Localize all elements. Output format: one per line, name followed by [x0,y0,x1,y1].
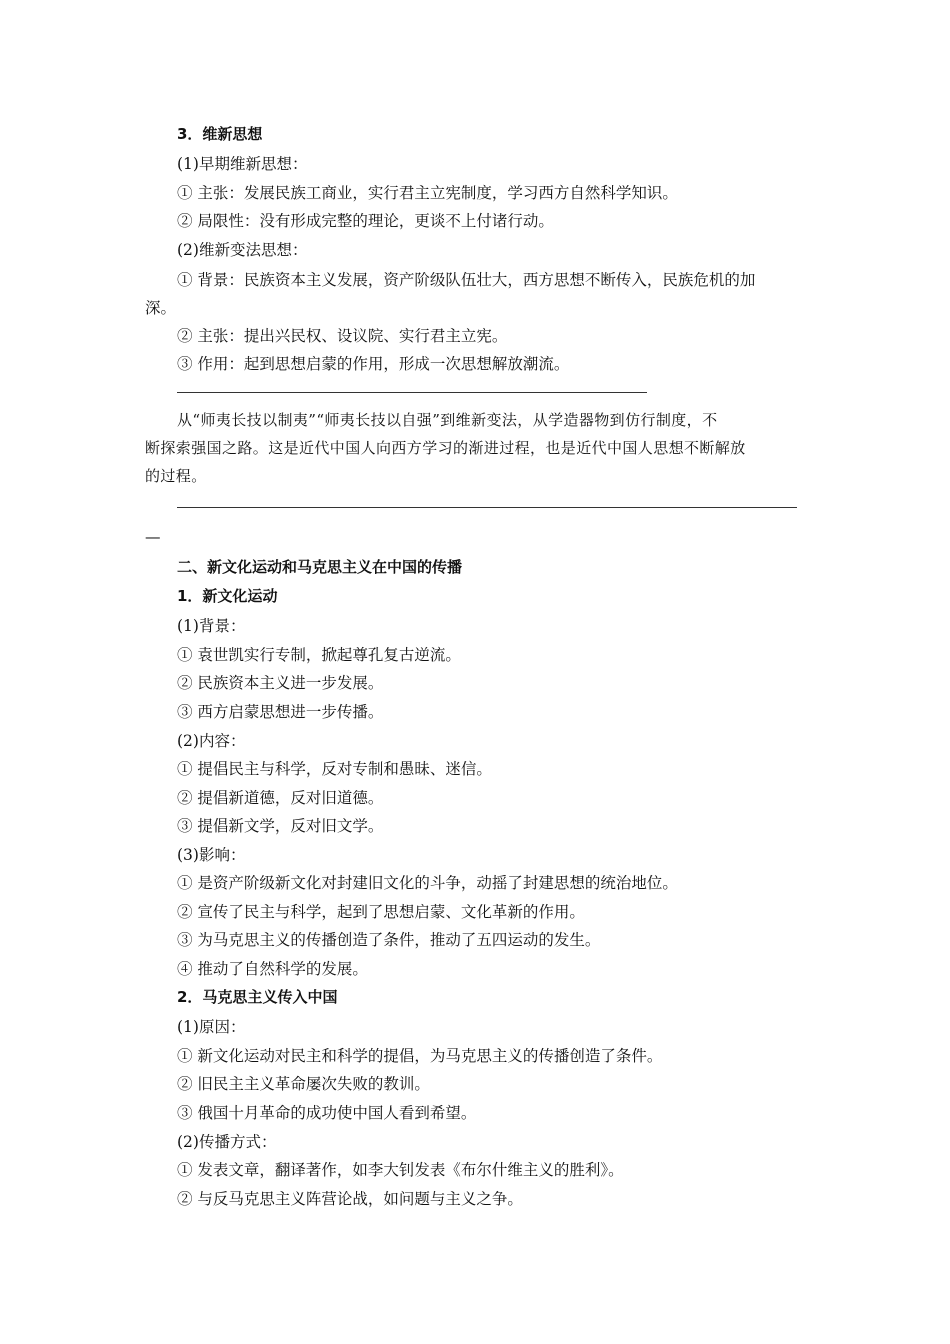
list-item: ③ 西方启蒙思想进一步传播。 [177,703,384,721]
section-heading: 2．马克思主义传入中国 [177,988,338,1006]
list-item: ② 宣传了民主与科学，起到了思想启蒙、文化革新的作用。 [177,903,585,921]
list-item: ① 主张：发展民族工商业，实行君主立宪制度，学习西方自然科学知识。 [177,184,678,202]
list-item: ② 民族资本主义进一步发展。 [177,674,384,692]
list-item: ② 主张：提出兴民权、设议院、实行君主立宪。 [177,327,508,345]
list-item-continuation: 深。 [145,299,177,317]
list-item: ③ 作用：起到思想启蒙的作用，形成一次思想解放潮流。 [177,355,570,373]
subsection-label: (1)原因： [177,1018,246,1036]
note-text: 的过程。 [145,467,207,485]
list-item: ② 局限性：没有形成完整的理论，更谈不上付诸行动。 [177,212,554,230]
subsection-label: (1)早期维新思想： [177,155,308,173]
list-item: ② 提倡新道德，反对旧道德。 [177,789,384,807]
list-item: ① 背景：民族资本主义发展，资产阶级队伍壮大，西方思想不断传入，民族危机的加 [177,271,756,289]
subsection-label: (2)内容： [177,732,246,750]
part-heading: 二、新文化运动和马克思主义在中国的传播 [177,558,463,576]
section-heading: 3．维新思想 [177,125,263,143]
list-item: ② 与反马克思主义阵营论战，如问题与主义之争。 [177,1190,523,1208]
list-item: ① 是资产阶级新文化对封建旧文化的斗争，动摇了封建思想的统治地位。 [177,874,678,892]
note-text: 从“师夷长技以制夷”“师夷长技以自强”到维新变法，从学造器物到仿行制度，不 [177,411,718,429]
list-item: ① 袁世凯实行专制，掀起尊孔复古逆流。 [177,646,461,664]
list-item: ③ 俄国十月革命的成功使中国人看到希望。 [177,1104,477,1122]
list-item: ③ 提倡新文学，反对旧文学。 [177,817,384,835]
subsection-label: (1)背景： [177,617,246,635]
subsection-label: (2)传播方式： [177,1133,277,1151]
list-item: ① 新文化运动对民主和科学的提倡，为马克思主义的传播创造了条件。 [177,1047,663,1065]
note-text: 断探索强国之路。这是近代中国人向西方学习的渐进过程，也是近代中国人思想不断解放 [145,439,746,457]
list-item: ④ 推动了自然科学的发展。 [177,960,368,978]
list-item: ③ 为马克思主义的传播创造了条件，推动了五四运动的发生。 [177,931,601,949]
list-item: ① 提倡民主与科学，反对专制和愚昧、迷信。 [177,760,492,778]
list-item: ① 发表文章，翻译著作，如李大钊发表《布尔什维主义的胜利》。 [177,1161,624,1179]
note-top-rule [177,392,647,393]
note-bottom-rule [177,507,797,508]
note-rule-tail: — [145,528,161,546]
subsection-label: (3)影响： [177,846,246,864]
section-heading: 1．新文化运动 [177,587,278,605]
list-item: ② 旧民主主义革命屡次失败的教训。 [177,1075,430,1093]
subsection-label: (2)维新变法思想： [177,241,308,259]
